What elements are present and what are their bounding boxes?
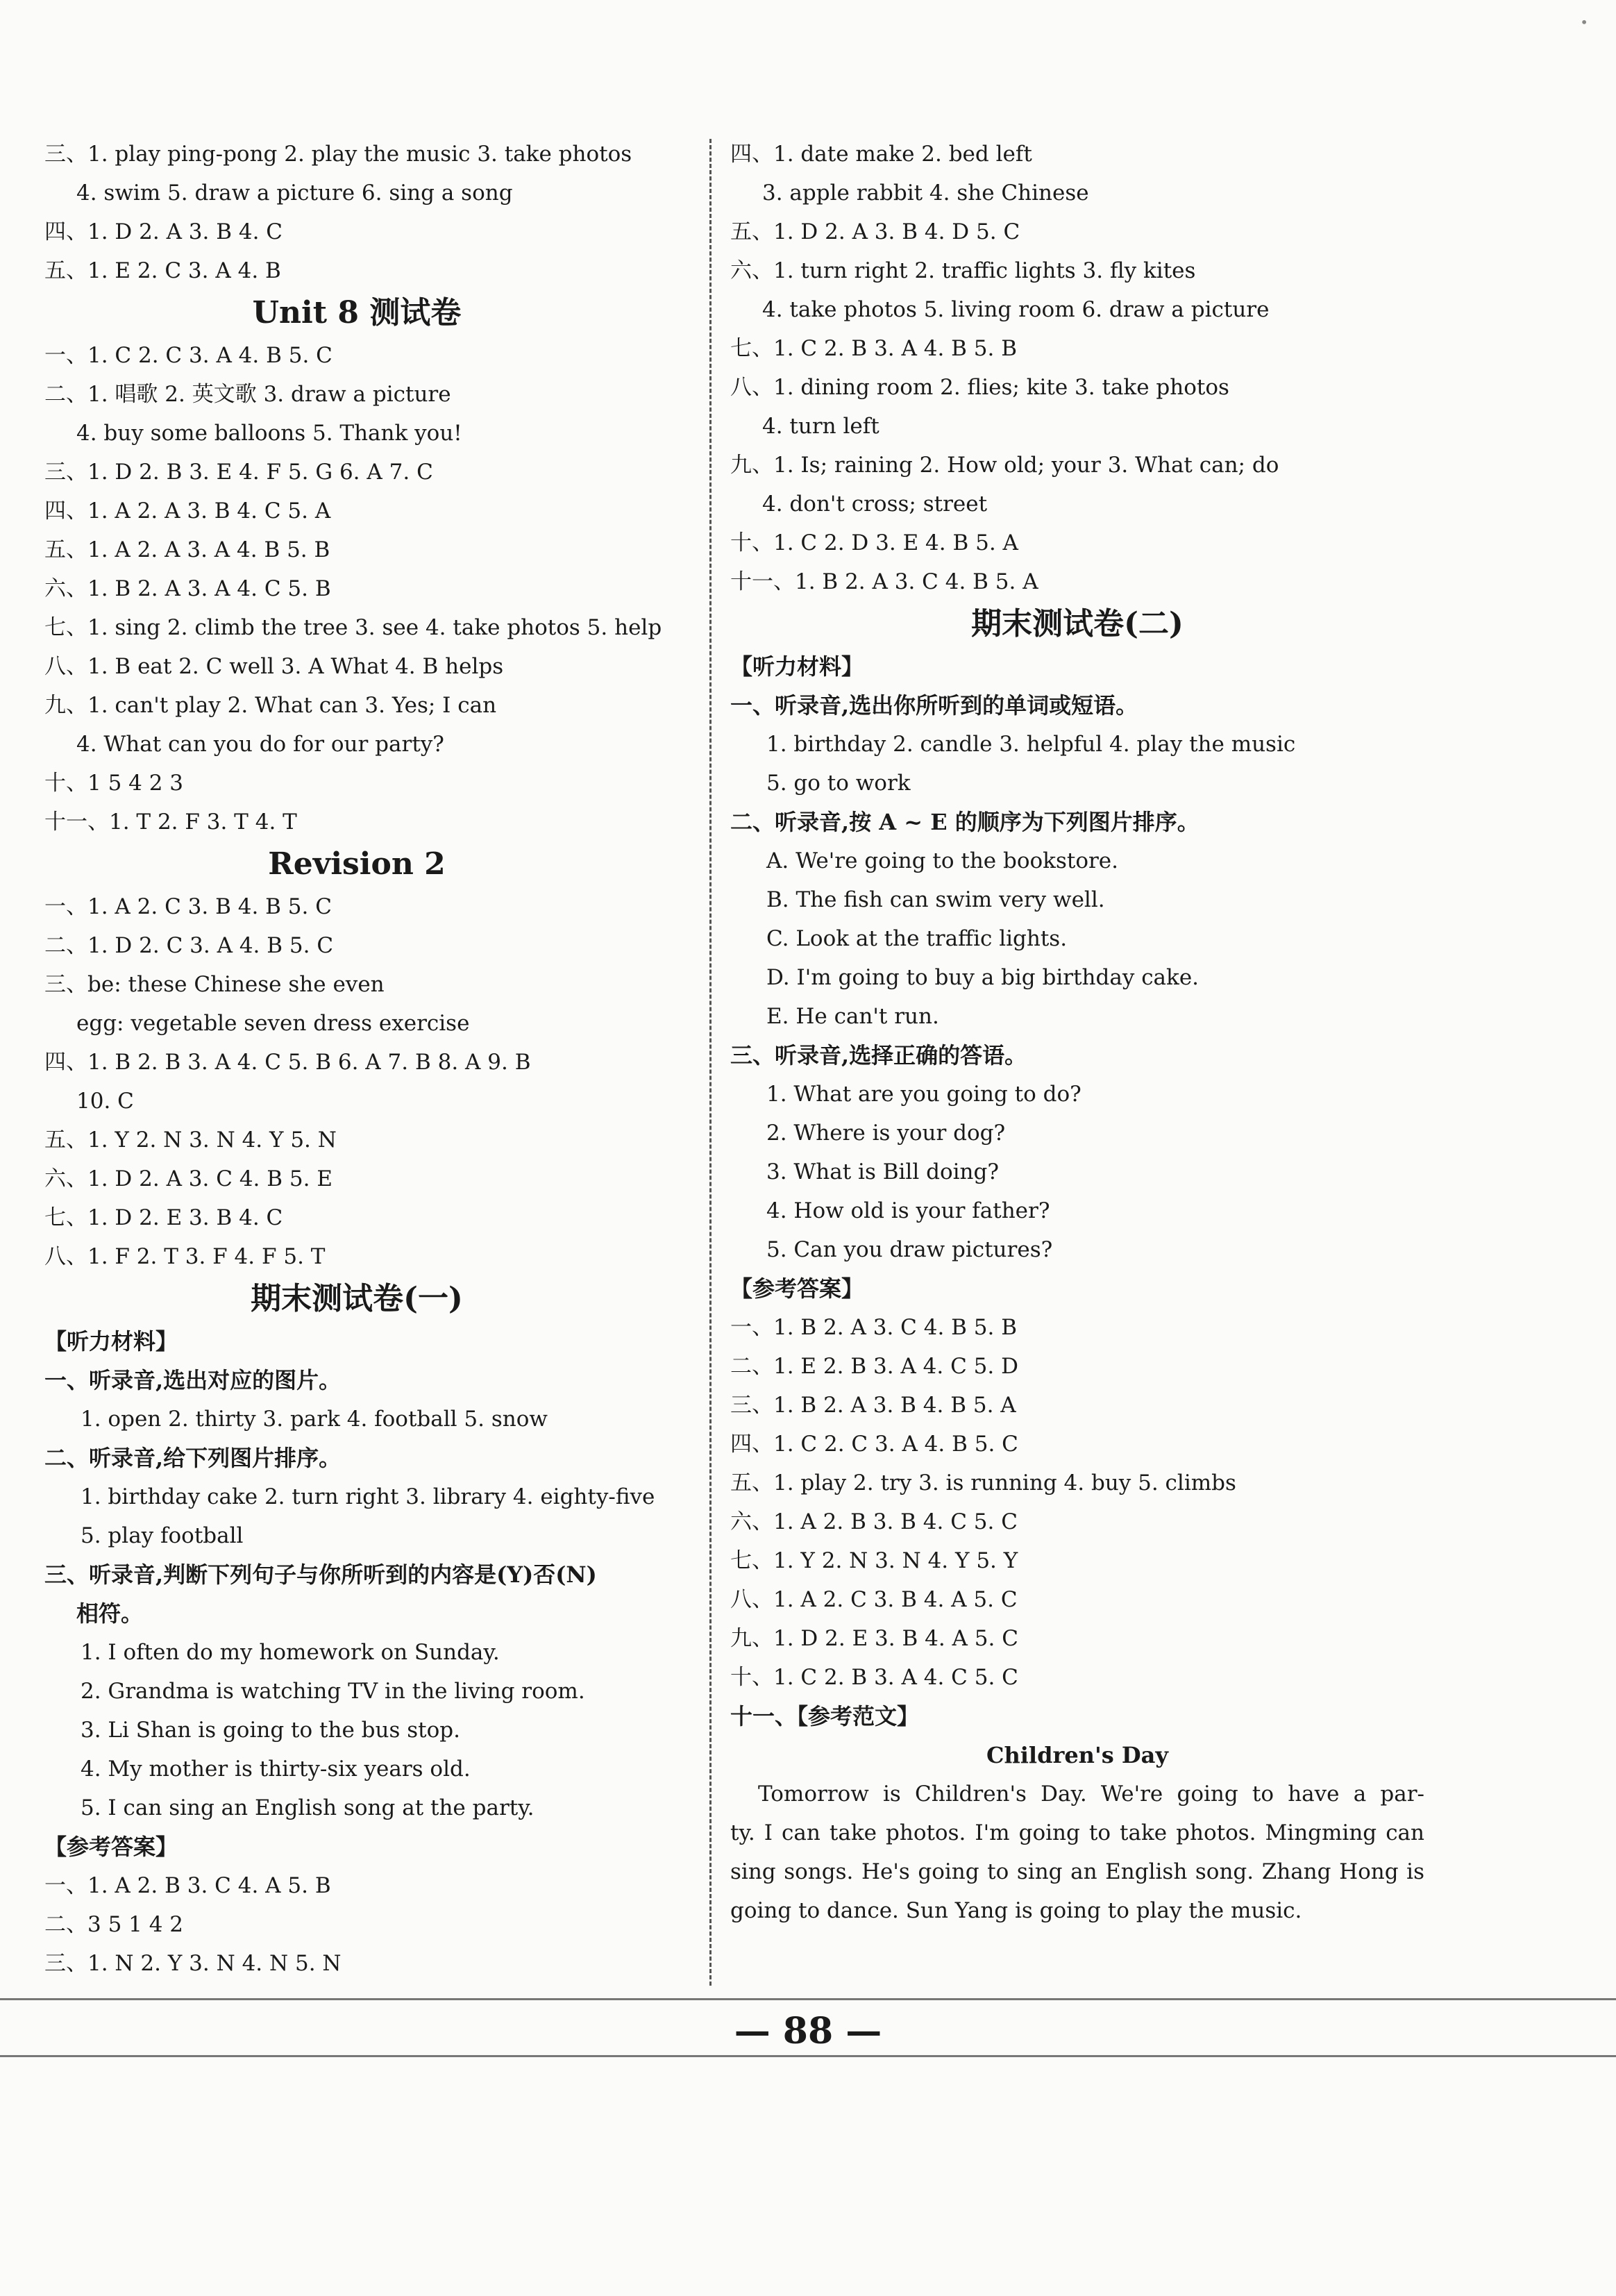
page-number: — 88 — [734,2010,882,2052]
essay-line: ty. I can take photos. I'm going to take photos. Mingming can [730,1820,1424,1845]
answer-line: 二、1. D 2. C 3. A 4. B 5. C [44,933,334,958]
answer-line: 三、1. B 2. A 3. B 4. B 5. A [730,1393,1016,1418]
answer-line: 5. Can you draw pictures? [766,1237,1053,1262]
answer-line: 六、1. turn right 2. traffic lights 3. fly kites [730,258,1196,283]
answer-line: 七、1. D 2. E 3. B 4. C [44,1205,283,1230]
answer-line: 三、be: these Chinese she even [44,972,385,997]
answer-line: 四、1. C 2. C 3. A 4. B 5. C [730,1432,1018,1457]
answer-line: 一、1. A 2. C 3. B 4. B 5. C [44,894,332,919]
answer-line: 四、1. D 2. A 3. B 4. C [44,219,283,244]
answer-line: 三、1. D 2. B 3. E 4. F 5. G 6. A 7. C [44,460,433,485]
section-heading: 二、听录音,按 A ~ E 的顺序为下列图片排序。 [730,809,1200,835]
answer-line: 一、1. C 2. C 3. A 4. B 5. C [44,343,333,368]
answer-line: 2. Grandma is watching TV in the living room. [81,1679,585,1704]
section-heading: 【参考答案】 [730,1275,864,1302]
answer-line: 一、1. B 2. A 3. C 4. B 5. B [730,1315,1018,1340]
section-heading: 三、听录音,选择正确的答语。 [730,1042,1027,1069]
answer-line: 5. I can sing an English song at the party. [81,1795,535,1820]
answer-line: 十、1. C 2. B 3. A 4. C 5. C [730,1665,1018,1690]
answer-line: 4. My mother is thirty-six years old. [81,1757,471,1782]
answer-line: 八、1. dining room 2. flies; kite 3. take photos [730,375,1229,400]
answer-line: 六、1. B 2. A 3. A 4. C 5. B [44,576,331,601]
section-title: Unit 8 测试卷 [252,295,462,330]
answer-line: D. I'm going to buy a big birthday cake. [766,965,1200,990]
answer-line: 4. don't cross; street [762,492,988,517]
answer-line: 六、1. D 2. A 3. C 4. B 5. E [44,1166,333,1191]
answer-line: 3. What is Bill doing? [766,1159,999,1184]
answer-line: C. Look at the traffic lights. [766,926,1068,951]
answer-line: 5. go to work [766,771,911,796]
section-heading: 二、听录音,给下列图片排序。 [44,1445,342,1471]
answer-line: 三、1. N 2. Y 3. N 4. N 5. N [44,1951,342,1976]
answer-line: 4. buy some balloons 5. Thank you! [76,421,462,446]
answer-line: 三、1. play ping-pong 2. play the music 3. take photos [44,142,632,167]
answer-line: 4. What can you do for our party? [76,732,444,757]
section-heading: 十一、【参考范文】 [730,1703,920,1729]
answer-line: 八、1. A 2. C 3. B 4. A 5. C [730,1587,1018,1612]
section-title: 期末测试卷(二) [971,606,1184,642]
section-title: Revision 2 [268,846,446,882]
answer-line: 九、1. D 2. E 3. B 4. A 5. C [730,1626,1018,1651]
answer-line: 七、1. C 2. B 3. A 4. B 5. B [730,336,1018,361]
answer-line: 四、1. date make 2. bed left [730,142,1032,167]
answer-line: 5. play football [81,1523,244,1548]
answer-line: 4. turn left [762,414,879,439]
answer-line: 3. apple rabbit 4. she Chinese [762,181,1089,206]
answer-line: 六、1. A 2. B 3. B 4. C 5. C [730,1509,1018,1534]
answer-line: going to dance. Sun Yang is going to play the music. [730,1898,1302,1923]
answer-line: 4. How old is your father? [766,1198,1050,1223]
right-column [730,135,1424,1930]
section-heading: 【听力材料】 [730,653,864,680]
answer-line: 3. Li Shan is going to the bus stop. [81,1718,460,1743]
answer-line: 10. C [76,1089,134,1114]
section-heading: 相符。 [76,1600,144,1627]
answer-line: 二、1. 唱歌 2. 英文歌 3. draw a picture [44,382,451,407]
answer-line: egg: vegetable seven dress exercise [76,1011,470,1036]
answer-line: 八、1. F 2. T 3. F 4. F 5. T [44,1244,326,1269]
answer-line: 4. swim 5. draw a picture 6. sing a song [76,181,513,206]
answer-line: 2. Where is your dog? [766,1121,1006,1146]
answer-line: 五、1. A 2. A 3. A 4. B 5. B [44,537,330,562]
answer-line: 一、1. A 2. B 3. C 4. A 5. B [44,1873,331,1898]
answer-line: 4. take photos 5. living room 6. draw a picture [762,297,1270,322]
answer-line: 十、1. C 2. D 3. E 4. B 5. A [730,530,1018,555]
essay-line: sing songs. He's going to sing an English song. Zhang Hong is [730,1859,1424,1884]
section-title: 期末测试卷(一) [251,1281,463,1316]
answer-line: 二、1. E 2. B 3. A 4. C 5. D [730,1354,1018,1379]
answer-line: 1. birthday 2. candle 3. helpful 4. play the music [766,732,1296,757]
answer-line: 1. birthday cake 2. turn right 3. library 4. eighty-five [81,1484,655,1509]
answer-line: 五、1. play 2. try 3. is running 4. buy 5. climbs [730,1470,1236,1495]
answer-line: 八、1. B eat 2. C well 3. A What 4. B helps [44,654,504,679]
answer-line: B. The fish can swim very well. [766,887,1105,912]
essay-line: Tomorrow is Children's Day. We're going to have a par- [758,1782,1424,1807]
answer-line: 1. I often do my homework on Sunday. [81,1640,500,1665]
answer-line: 1. What are you going to do? [766,1082,1081,1107]
section-heading: 【听力材料】 [44,1328,178,1355]
answer-line: E. He can't run. [766,1004,939,1029]
section-heading: 三、听录音,判断下列句子与你所听到的内容是(Y)否(N) [44,1561,597,1588]
answer-line: 九、1. Is; raining 2. How old; your 3. What can; do [730,453,1279,478]
answer-line: 十一、1. B 2. A 3. C 4. B 5. A [730,569,1038,594]
answer-line: 七、1. sing 2. climb the tree 3. see 4. take photos 5. help [44,615,662,640]
scan-mark: • [1580,14,1588,31]
answer-line: 四、1. B 2. B 3. A 4. C 5. B 6. A 7. B 8. A 9. B [44,1050,531,1075]
essay-title: Children's Day [986,1742,1168,1768]
footer-rule-top [0,1998,1616,2000]
answer-line: 四、1. A 2. A 3. B 4. C 5. A [44,498,331,523]
answer-line: 五、1. E 2. C 3. A 4. B [44,258,281,283]
answer-line: 五、1. D 2. A 3. B 4. D 5. C [730,219,1020,244]
answer-line: A. We're going to the bookstore. [766,848,1119,873]
footer-rule-bottom [0,2055,1616,2057]
column-divider [709,139,712,1986]
section-heading: 一、听录音,选出对应的图片。 [44,1367,342,1393]
answer-line: 九、1. can't play 2. What can 3. Yes; I can [44,693,497,718]
answer-line: 1. open 2. thirty 3. park 4. football 5. snow [81,1407,548,1432]
section-heading: 【参考答案】 [44,1834,178,1860]
left-column [44,135,669,1983]
answer-line: 五、1. Y 2. N 3. N 4. Y 5. N [44,1128,337,1153]
answer-line: 二、3 5 1 4 2 [44,1912,184,1937]
answer-line: 七、1. Y 2. N 3. N 4. Y 5. Y [730,1548,1018,1573]
answer-line: 十、1 5 4 2 3 [44,771,184,796]
section-heading: 一、听录音,选出你所听到的单词或短语。 [730,692,1138,719]
answer-line: 十一、1. T 2. F 3. T 4. T [44,810,297,835]
